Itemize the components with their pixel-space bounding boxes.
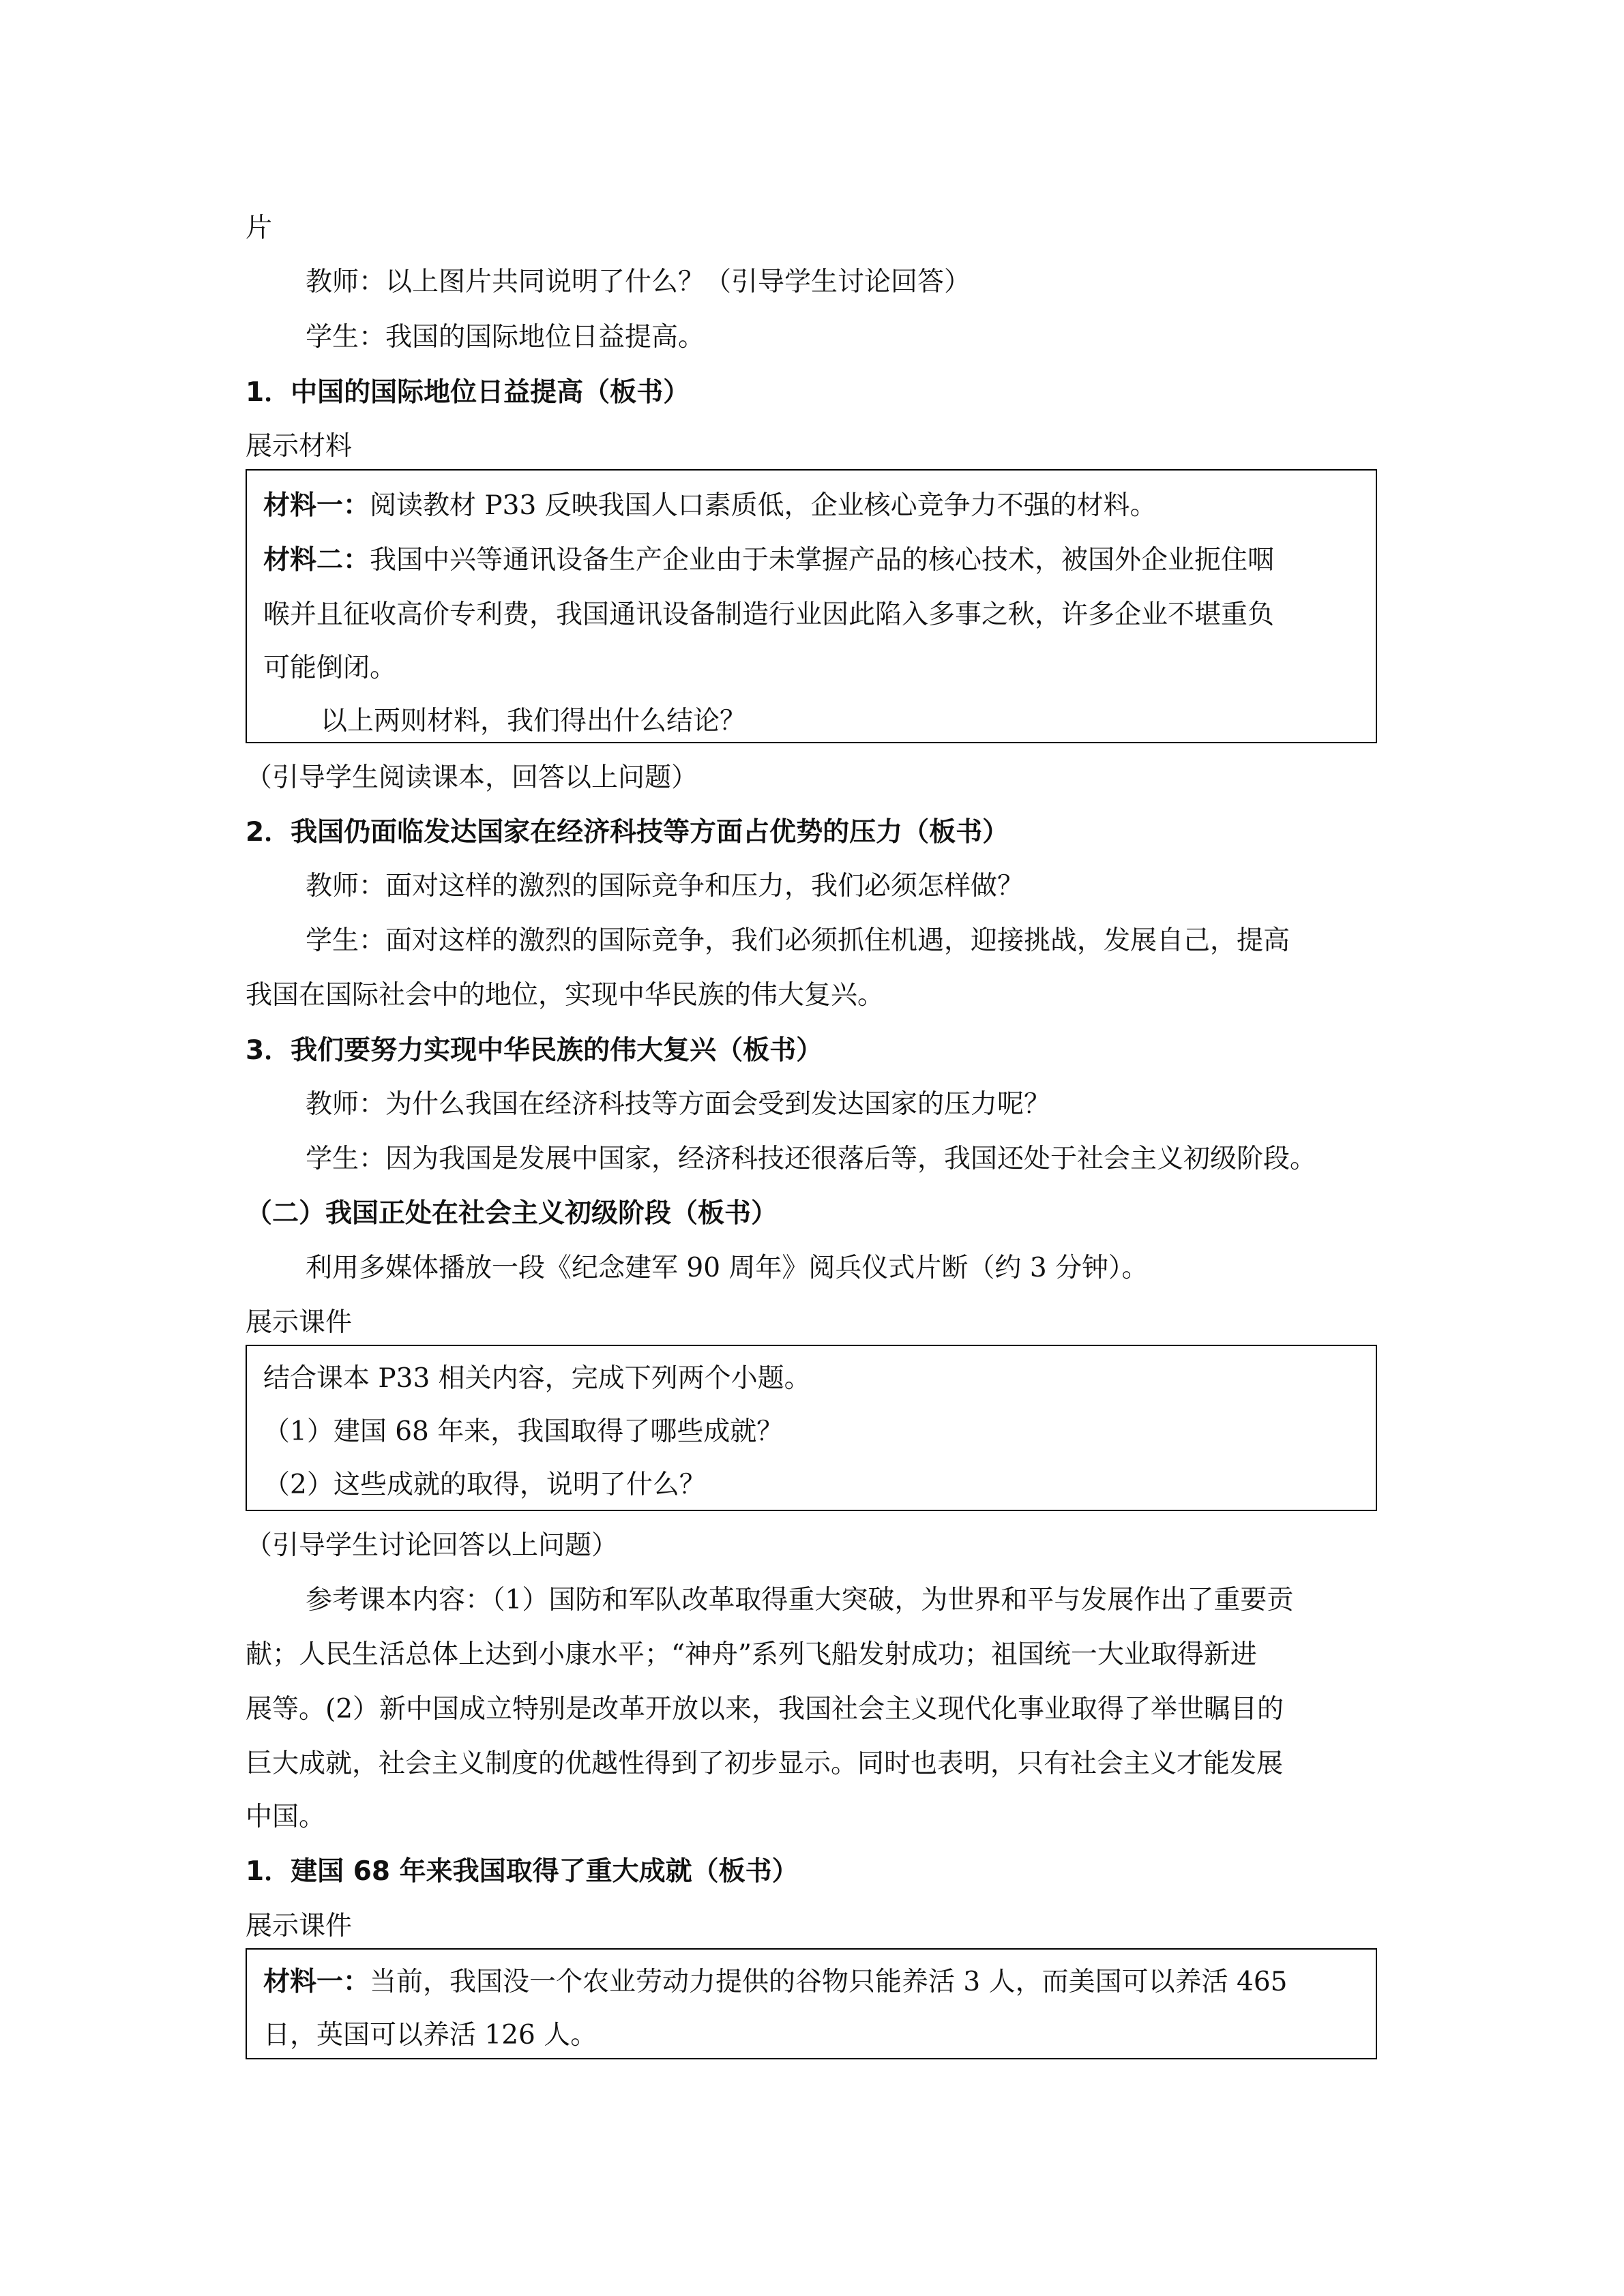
material-box-1	[246, 469, 1377, 743]
material-label: 材料二：	[263, 545, 370, 576]
material-question: 以上两则材料，我们得出什么结论？	[321, 706, 747, 736]
teacher-question: 教师：以上图片共同说明了什么？（引导学生讨论回答）	[306, 267, 971, 297]
student-answer: 学生：我国的国际地位日益提高。	[306, 322, 705, 353]
student-answer: 我国在国际社会中的地位，实现中华民族的伟大复兴。	[246, 980, 885, 1011]
material-text: 喉并且征收高价专利费，我国通讯设备制造行业因此陷入多事之秋，许多企业不堪重负	[263, 599, 1275, 630]
material-line	[263, 545, 1275, 576]
task-intro: 结合课本 P33 相关内容，完成下列两个小题。	[263, 1363, 811, 1394]
teacher-question: 教师：面对这样的激烈的国际竞争和压力，我们必须怎样做？	[306, 871, 1024, 901]
material-label: 材料一：	[263, 1967, 370, 1997]
reference-text: 献；人民生活总体上达到小康水平；“神舟”系列飞船发射成功；祖国统一大业取得新进	[246, 1639, 1257, 1670]
text-line: 片	[246, 213, 273, 243]
reference-text: 巨大成就，社会主义制度的优越性得到了初步显示。同时也表明，只有社会主义才能发展	[246, 1748, 1284, 1779]
material-text: 我国中兴等通讯设备生产企业由于未掌握产品的核心技术，被国外企业扼住咽	[370, 545, 1275, 576]
text-line: （引导学生讨论回答以上问题）	[246, 1530, 619, 1561]
section-heading: 3．我们要努力实现中华民族的伟大复兴（板书）	[246, 1035, 823, 1066]
material-text: 当前，我国没一个农业劳动力提供的谷物只能养活 3 人，而美国可以养活 465	[370, 1967, 1288, 1997]
student-answer: 学生：因为我国是发展中国家，经济科技还很落后等，我国还处于社会主义初级阶段。	[306, 1144, 1317, 1174]
section-heading: 1．中国的国际地位日益提高（板书）	[246, 377, 690, 408]
section-heading: 2．我国仍面临发达国家在经济科技等方面占优势的压力（板书）	[246, 817, 1009, 848]
text-line: （引导学生阅读课本，回答以上问题）	[246, 762, 698, 793]
material-text: 阅读教材 P33 反映我国人口素质低，企业核心竞争力不强的材料。	[370, 490, 1157, 521]
text-line: 展示材料	[246, 431, 353, 462]
text-line: 利用多媒体播放一段《纪念建军 90 周年》阅兵仪式片断（约 3 分钟）。	[306, 1253, 1149, 1283]
material-line	[263, 492, 1157, 519]
reference-text: 展等。(2）新中国成立特别是改革开放以来，我国社会主义现代化事业取得了举世瞩目的	[246, 1694, 1284, 1725]
reference-text: 中国。	[246, 1802, 326, 1832]
reference-text: 参考课本内容：（1）国防和军队改革取得重大突破，为世界和平与发展作出了重要贡	[306, 1585, 1294, 1615]
material-text: 可能倒闭。	[263, 653, 397, 683]
task-box	[246, 1345, 1377, 1511]
section-heading: 1．建国 68 年来我国取得了重大成就（板书）	[246, 1856, 799, 1887]
text-line: 展示课件	[246, 1911, 353, 1941]
task-question: （2）这些成就的取得，说明了什么？	[263, 1470, 706, 1500]
teacher-question: 教师：为什么我国在经济科技等方面会受到发达国家的压力呢？	[306, 1089, 1051, 1120]
material-label: 材料一：	[263, 490, 370, 521]
task-question: （1）建国 68 年来，我国取得了哪些成就？	[263, 1416, 784, 1447]
material-line	[263, 1969, 1287, 1995]
material-text: 日，英国可以养活 126 人。	[263, 2020, 597, 2051]
text-line: 展示课件	[246, 1307, 353, 1338]
material-box-2	[246, 1948, 1377, 2059]
student-answer: 学生：面对这样的激烈的国际竞争，我们必须抓住机遇，迎接挑战，发展自己，提高	[306, 925, 1290, 956]
section-heading: （二）我国正处在社会主义初级阶段（板书）	[246, 1198, 778, 1229]
